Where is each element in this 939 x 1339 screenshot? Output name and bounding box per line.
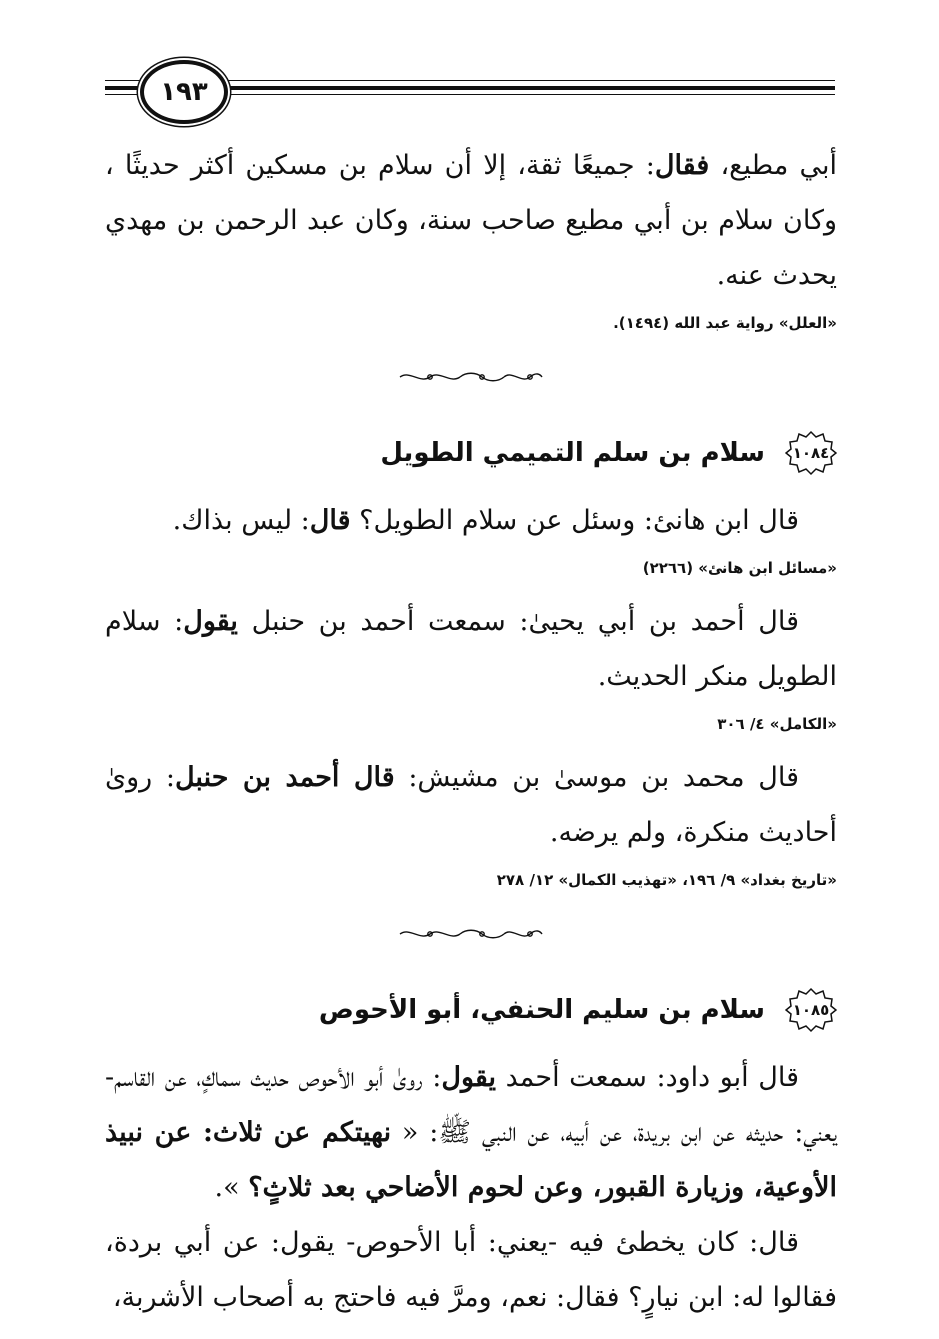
- entry-1084-citation-3: «تاريخ بغداد» ٩/ ١٩٦، «تهذيب الكمال» ١٢/ ٢٧٨: [496, 871, 837, 889]
- page-number: ١٩٣: [140, 60, 228, 124]
- ornament-divider-icon: [396, 370, 546, 384]
- intro-citation: «العلل» رواية عبد الله (١٤٩٤).: [613, 314, 837, 332]
- section-divider: [105, 349, 837, 405]
- entry-number-badge: ١٠٨٤: [785, 430, 837, 476]
- entry-heading-1084: [105, 413, 837, 493]
- entry-1085-paragraph-1: قال أبو داود: سمعت أحمد يقول: روىٰ أبو الأحوص حديث سماكٍ، عن القاسم- يعني: حديثه عن ابن بريدة، عن أبيه، عن النبي ﷺ: « نهيتكم عن ثلاث: عن نبيذ الأوعية، وزيارة القبور، وعن لحوم الأضاحي بعد ثلاثٍ؟ ».: [105, 1062, 837, 1203]
- entry-title: سلام بن سليم الحنفي، أبو الأحوص: [318, 995, 765, 1025]
- entry-heading-1085: [105, 970, 837, 1050]
- page-content: [105, 138, 837, 1325]
- entry-1084-citation-2: «الكامل» ٤/ ٣٠٦: [717, 715, 837, 733]
- intro-paragraph: أبي مطيع، فقال: جميعًا ثقة، إلا أن سلام بن مسكين أكثر حديثًا ، وكان سلام بن أبي مطيع صاحب سنة، وكان عبد الرحمن بن مهدي يحدث عنه.: [105, 150, 837, 291]
- ornament-divider-icon: [396, 927, 546, 941]
- entry-number-badge: ١٠٨٥: [785, 987, 837, 1033]
- entry-1084-citation-1: «مسائل ابن هانئ» (٢٢٦٦): [642, 559, 837, 577]
- section-divider: [105, 906, 837, 962]
- entry-1084-paragraph-2: قال أحمد بن أبي يحيىٰ: سمعت أحمد بن حنبل يقول: سلام الطويل منكر الحديث.: [105, 606, 837, 692]
- page-header: [105, 58, 835, 120]
- entry-1085-paragraph-2: قال: كان يخطئ فيه -يعني: أبا الأحوص- يقول: عن أبي بردة، فقالوا له: ابن نيارٍ؟ فقال: نعم، ومرَّ فيه فاحتج به أصحاب الأشربة،: [105, 1227, 837, 1313]
- entry-1084-paragraph-3: قال محمد بن موسىٰ بن مشيش: قال أحمد بن حنبل: روىٰ أحاديث منكرة، ولم يرضه.: [105, 762, 837, 848]
- entry-title: سلام بن سلم التميمي الطويل: [380, 438, 765, 468]
- entry-1084-paragraph-1: قال ابن هانئ: وسئل عن سلام الطويل؟ قال: ليس بذاك.: [172, 505, 799, 536]
